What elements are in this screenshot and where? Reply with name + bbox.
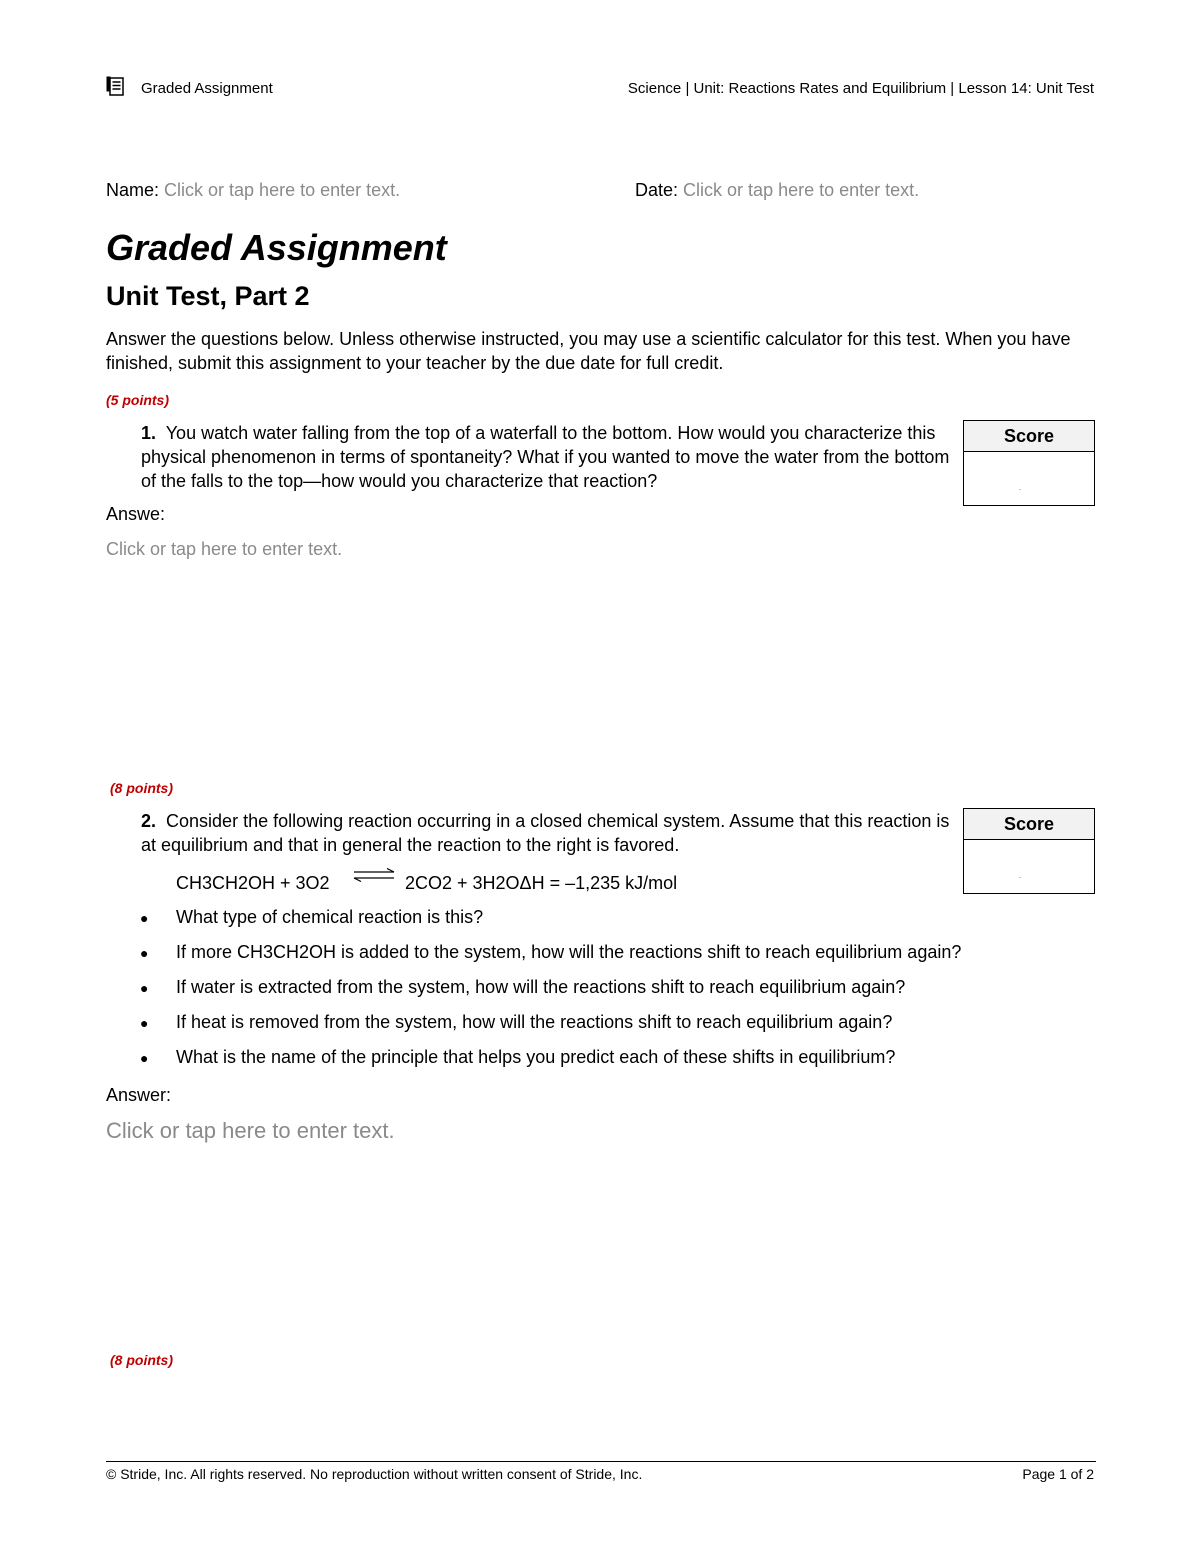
date-field[interactable] [635,180,919,201]
q1-score-label: Score [964,421,1094,452]
q1-text-block [141,421,956,493]
q2-score-box [963,808,1095,894]
header-breadcrumb: Science | Unit: Reactions Rates and Equilibrium | Lesson 14: Unit Test [627,80,1094,97]
q1-number: 1. [141,423,157,443]
equation-right: 2CO2 + 3H2OΔH = –1,235 kJ/mol [405,873,678,893]
bullet-dot: ● [140,980,149,996]
q2-bullet-item: If water is extracted from the system, how will the reactions shift to reach equilibrium again? [176,977,906,997]
q2-bullet-item: If more CH3CH2OH is added to the system, how will the reactions shift to reach equilibrium again? [176,942,962,962]
instructions: Answer the questions below. Unless otherwise instructed, you may use a scientific calculator for this test. When you have finished, submit this assignment to your teacher by the due date for full credit. [106,329,1071,373]
q2-number: 2. [141,811,157,831]
q2-score-value: . [1019,871,1022,880]
bullet-dot: ● [140,1050,149,1066]
name-field[interactable] [106,180,400,201]
equation-left: CH3CH2OH + 3O2 [176,873,330,893]
name-input[interactable]: Click or tap here to enter text. [164,180,401,200]
q1-points: (5 points) [106,392,169,408]
page-title: Graded Assignment [106,227,447,268]
date-input[interactable]: Click or tap here to enter text. [683,180,920,200]
q1-answer-label: Answe: [106,504,166,524]
q2-text-block [141,809,956,857]
q2-points: (8 points) [110,780,173,796]
q2-text: Consider the following reaction occurring in a closed chemical system. Assume that this reaction is at equilibrium and that in general the reaction to the right is favored. [141,811,950,855]
q1-score-value: . [1019,483,1022,492]
q1-answer-input[interactable]: Click or tap here to enter text. [106,539,343,559]
header-title: Graded Assignment [141,80,273,97]
date-label: Date: [635,180,679,200]
q3-points: (8 points) [110,1352,173,1368]
bullet-dot: ● [140,910,149,926]
q2-score-label: Score [964,809,1094,840]
document-icon [106,76,124,96]
q2-answer-label: Answer: [106,1085,172,1105]
q1-score-box [963,420,1095,506]
bullet-dot: ● [140,945,149,961]
page-subtitle: Unit Test, Part 2 [106,281,310,311]
equilibrium-arrows-icon [352,868,396,882]
bullet-dot: ● [140,1015,149,1031]
q2-bullet-item: If heat is removed from the system, how will the reactions shift to reach equilibrium again? [176,1012,893,1032]
footer-divider [106,1461,1096,1462]
q1-text: You watch water falling from the top of a waterfall to the bottom. How would you characterize this physical phenomenon in terms of spontaneity? What if you wanted to move the water from the bottom of the falls to the top—how would you characterize that reaction? [141,423,950,491]
q2-answer-input[interactable]: Click or tap here to enter text. [106,1118,395,1143]
q2-bullet-item: What is the name of the principle that helps you predict each of these shifts in equilibrium? [176,1047,896,1067]
footer-page-number: Page 1 of 2 [1022,1466,1094,1482]
footer-copyright: © Stride, Inc. All rights reserved. No reproduction without written consent of Stride, Inc. [106,1466,643,1482]
q2-bullet-item: What type of chemical reaction is this? [176,907,484,927]
name-label: Name: [106,180,160,200]
